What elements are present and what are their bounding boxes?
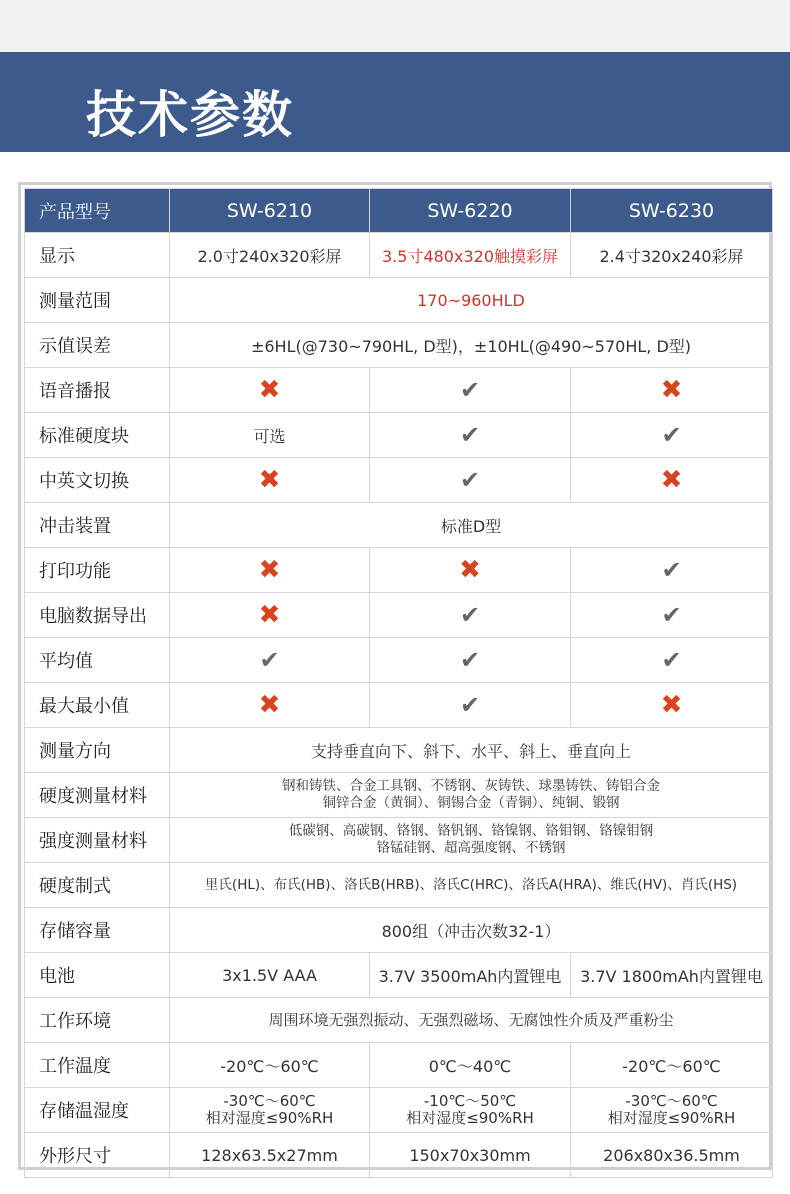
table-row bbox=[25, 593, 773, 638]
table-cell: 206x80x36.5mm bbox=[571, 1133, 773, 1178]
cross-icon: ✖ bbox=[258, 555, 281, 585]
table-cell bbox=[571, 1088, 773, 1133]
header-cell-model: SW-6230 bbox=[571, 189, 773, 233]
table-cell: 150x70x30mm bbox=[370, 1133, 571, 1178]
row-label: 标准硬度块 bbox=[25, 413, 170, 458]
table-row bbox=[25, 1088, 773, 1133]
table-cell: 2.4寸320x240彩屏 bbox=[571, 233, 773, 278]
table-cell bbox=[571, 458, 773, 503]
table-row bbox=[25, 368, 773, 413]
table-cell bbox=[571, 368, 773, 413]
table-cell bbox=[370, 1088, 571, 1133]
table-cell-merged bbox=[170, 818, 773, 863]
check-icon: ✔ bbox=[459, 421, 481, 449]
spec-table-frame bbox=[18, 182, 772, 1170]
table-cell bbox=[571, 683, 773, 728]
row-label: 打印功能 bbox=[25, 548, 170, 593]
row-label: 外形尺寸 bbox=[25, 1133, 170, 1178]
check-icon: ✔ bbox=[661, 556, 682, 584]
table-cell bbox=[170, 368, 370, 413]
table-row bbox=[25, 1043, 773, 1088]
table-cell-merged: 周围环境无强烈振动、无强烈磁场、无腐蚀性介质及严重粉尘 bbox=[170, 998, 773, 1043]
cross-icon: ✖ bbox=[459, 555, 481, 585]
table-cell: 2.0寸240x320彩屏 bbox=[170, 233, 370, 278]
cell-line: -10℃～50℃ bbox=[423, 1092, 517, 1110]
table-cell bbox=[170, 548, 370, 593]
page-title: 技术参数 bbox=[86, 86, 294, 144]
check-icon: ✔ bbox=[459, 466, 481, 494]
table-cell bbox=[370, 683, 571, 728]
table-row bbox=[25, 863, 773, 908]
row-label: 存储容量 bbox=[25, 908, 170, 953]
cell-line: 低碳钢、高碳钢、铬钢、铬钒钢、铬镍钢、铬钼钢、铬镍钼钢 bbox=[288, 823, 654, 839]
cross-icon: ✖ bbox=[258, 600, 281, 630]
table-cell: -20℃～60℃ bbox=[170, 1043, 370, 1088]
table-row bbox=[25, 818, 773, 863]
check-icon: ✔ bbox=[661, 646, 682, 674]
row-label: 硬度测量材料 bbox=[25, 773, 170, 818]
row-label: 示值误差 bbox=[25, 323, 170, 368]
cell-line: -30℃～60℃ bbox=[223, 1092, 316, 1110]
cell-line: 钢和铸铁、合金工具钢、不锈钢、灰铸铁、球墨铸铁、铸铝合金 bbox=[282, 778, 660, 794]
cell-line: 铜锌合金（黄铜）、铜锡合金（青铜）、纯铜、锻钢 bbox=[322, 795, 620, 811]
table-cell: 3.7V 1800mAh内置锂电 bbox=[571, 953, 773, 998]
table-row bbox=[25, 683, 773, 728]
row-label: 硬度制式 bbox=[25, 863, 170, 908]
cell-line: 相对湿度≤90%RH bbox=[205, 1109, 334, 1127]
table-cell bbox=[170, 458, 370, 503]
cross-icon: ✖ bbox=[660, 375, 683, 405]
table-row bbox=[25, 638, 773, 683]
cross-icon: ✖ bbox=[258, 465, 281, 495]
table-cell: 3.7V 3500mAh内置锂电 bbox=[370, 953, 571, 998]
check-icon: ✔ bbox=[459, 646, 481, 674]
table-cell-merged: 170~960HLD bbox=[170, 278, 773, 323]
table-cell-merged: 800组（冲击次数32-1） bbox=[170, 908, 773, 953]
check-icon: ✔ bbox=[459, 376, 481, 404]
table-cell: 可选 bbox=[170, 413, 370, 458]
table-cell-merged: 标准D型 bbox=[170, 503, 773, 548]
table-cell-merged: 支持垂直向下、斜下、水平、斜上、垂直向上 bbox=[170, 728, 773, 773]
table-cell bbox=[370, 413, 571, 458]
table-cell-merged: ±6HL(@730~790HL, D型)，±10HL(@490~570HL, D型) bbox=[170, 323, 773, 368]
header-cell-model: SW-6220 bbox=[370, 189, 571, 233]
row-label: 工作环境 bbox=[25, 998, 170, 1043]
table-row bbox=[25, 728, 773, 773]
table-row bbox=[25, 233, 773, 278]
table-cell: 0℃～40℃ bbox=[370, 1043, 571, 1088]
row-label: 中英文切换 bbox=[25, 458, 170, 503]
cross-icon: ✖ bbox=[660, 690, 683, 720]
table-row bbox=[25, 323, 773, 368]
header-cell-label: 产品型号 bbox=[25, 189, 170, 233]
cell-line: 铬锰硅钢、超高强度钢、不锈钢 bbox=[376, 840, 566, 856]
header-cell-model: SW-6210 bbox=[170, 189, 370, 233]
check-icon: ✔ bbox=[459, 691, 481, 719]
row-label: 强度测量材料 bbox=[25, 818, 170, 863]
table-cell bbox=[170, 683, 370, 728]
row-label: 语音播报 bbox=[25, 368, 170, 413]
table-cell bbox=[170, 1088, 370, 1133]
table-row bbox=[25, 278, 773, 323]
check-icon: ✔ bbox=[661, 601, 682, 629]
row-label: 电脑数据导出 bbox=[25, 593, 170, 638]
table-cell: 128x63.5x27mm bbox=[170, 1133, 370, 1178]
row-label: 存储温湿度 bbox=[25, 1088, 170, 1133]
table-row bbox=[25, 773, 773, 818]
table-row bbox=[25, 1133, 773, 1178]
check-icon: ✔ bbox=[259, 646, 280, 674]
table-row bbox=[25, 908, 773, 953]
row-label: 平均值 bbox=[25, 638, 170, 683]
row-label: 显示 bbox=[25, 233, 170, 278]
table-cell bbox=[370, 593, 571, 638]
row-label: 测量范围 bbox=[25, 278, 170, 323]
table-cell bbox=[370, 638, 571, 683]
cell-line: 相对湿度≤90%RH bbox=[607, 1109, 736, 1127]
row-label: 最大最小值 bbox=[25, 683, 170, 728]
table-cell bbox=[370, 368, 571, 413]
table-row bbox=[25, 953, 773, 998]
table-cell: 3.5寸480x320触摸彩屏 bbox=[370, 233, 571, 278]
table-row bbox=[25, 413, 773, 458]
table-cell bbox=[170, 638, 370, 683]
table-cell-merged: 里氏(HL)、布氏(HB)、洛氏B(HRB)、洛氏C(HRC)、洛氏A(HRA)、维氏(HV)、肖氏(HS) bbox=[170, 863, 773, 908]
table-cell bbox=[370, 458, 571, 503]
row-label: 冲击装置 bbox=[25, 503, 170, 548]
check-icon: ✔ bbox=[459, 601, 481, 629]
cell-line: 相对湿度≤90%RH bbox=[406, 1109, 534, 1127]
table-header-row bbox=[25, 189, 773, 233]
row-label: 工作温度 bbox=[25, 1043, 170, 1088]
table-cell bbox=[571, 548, 773, 593]
table-cell-merged bbox=[170, 773, 773, 818]
table-row bbox=[25, 458, 773, 503]
row-label: 测量方向 bbox=[25, 728, 170, 773]
table-cell bbox=[571, 638, 773, 683]
cell-line: -30℃～60℃ bbox=[625, 1092, 718, 1110]
cross-icon: ✖ bbox=[258, 690, 281, 720]
table-row bbox=[25, 503, 773, 548]
table-row bbox=[25, 998, 773, 1043]
table-cell: 3x1.5V AAA bbox=[170, 953, 370, 998]
table-cell bbox=[170, 593, 370, 638]
spec-table bbox=[24, 188, 773, 1178]
table-cell bbox=[571, 593, 773, 638]
top-strip bbox=[0, 0, 790, 52]
check-icon: ✔ bbox=[661, 421, 682, 449]
title-banner bbox=[0, 52, 790, 152]
cross-icon: ✖ bbox=[660, 465, 683, 495]
cross-icon: ✖ bbox=[258, 375, 281, 405]
table-cell bbox=[571, 413, 773, 458]
table-row bbox=[25, 548, 773, 593]
table-cell: -20℃～60℃ bbox=[571, 1043, 773, 1088]
row-label: 电池 bbox=[25, 953, 170, 998]
table-cell bbox=[370, 548, 571, 593]
